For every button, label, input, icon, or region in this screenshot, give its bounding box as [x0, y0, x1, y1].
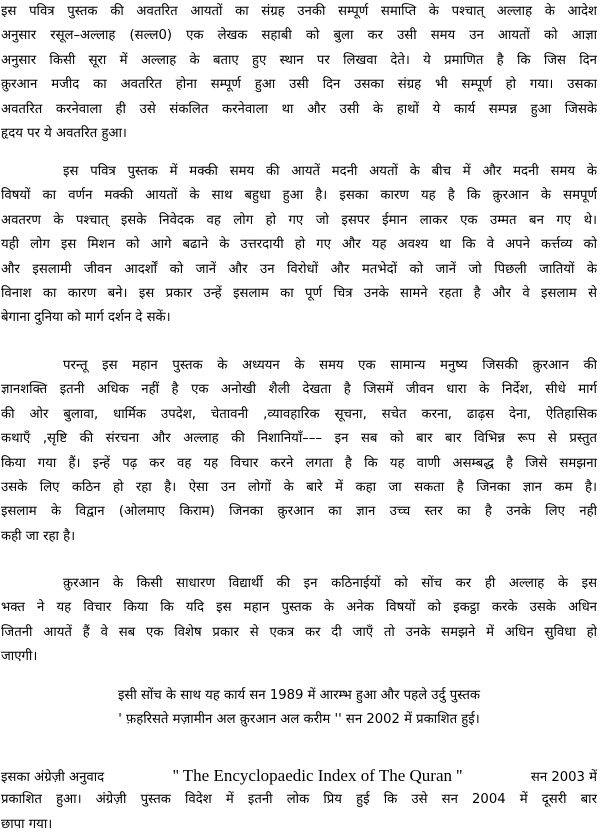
paragraph-urdu-edition — [1, 684, 597, 733]
text-line: प्रकाशित हुआ। अंग्रेज़ी पुस्तक विदेश में इतनी लोक प्रिय हुई कि उसे सन 2004 में दूसरी बार — [1, 792, 597, 808]
text-line: अनुसार रसूल–अल्लाह (सल्ल0) एक लेखक सहाबी को बुला कर उसी समय उन आयतों को आज्ञा — [1, 28, 597, 44]
paragraph-index-idea — [1, 572, 597, 670]
text-line: कथाएँ ,सृष्टि की संरचना और अल्लाह की निशानियाँ––– इन सब को बार बार विभिन्न रूप से प्रस्तुत — [1, 431, 597, 447]
text-line: और इसलामी जीवन आदर्शों को जानें और उन विरोधों और मतभेदों को जानें जो पिछली जातियों के — [1, 261, 597, 277]
text-line: इसलाम के विद्वान (ओलमाए किराम) जिनका क़ुरआन का ज्ञान उच्च स्तर का है उनके लिए नही — [1, 504, 597, 520]
text-segment: इसका अंग्रेज़ी अनुवाद — [1, 770, 105, 785]
text-line: ' फ़हरिसते मज़ामीन अल क़ुरआन अल करीम '' सन 2002 में प्रकाशित हुई। — [118, 712, 480, 728]
text-line: क़ुरआन के किसी साधारण विद्यार्थी की इन कठिनाईयों को सोंच कर ही अल्लाह के इस — [63, 576, 597, 591]
text-line: विषयों का वर्णन मक्की आयतों के साथ बहुधा हुआ है। इसका कारण यह है कि क़ुरआन के समपूर्ण — [1, 188, 597, 204]
text-segment: सन 2003 में — [530, 770, 597, 785]
text-line: क़ुरआन मजीद का अवतरित होना सम्पूर्ण हुआ उसी दिन उसका संग्रह भी सम्पूर्ण हो गया। उसका — [1, 77, 597, 93]
paragraph-compilation — [1, 0, 597, 146]
text-line: की ओर बुलावा, धार्मिक उपदेश, चेतावनी ,व्यावहारिक सूचना, सचेत करना, ढाढ़स देना, ऐतिहासिक — [1, 406, 597, 422]
text-line — [1, 764, 597, 788]
english-book-title: '' The Encyclopaedic Index of The Quran '' — [172, 766, 463, 785]
text-line: यही लोग इस मिशन को आगे बढाने के उत्तरदायी हो गए और यह अवश्य था कि वे अपने कर्त्तव्य को — [1, 237, 597, 253]
text-line: जितनी आयतें हैं वे सब एक विशेष प्रकार से एकत्र कर दी जाएँ तो उनके समझने में अधिन सुविधा हो — [1, 624, 597, 640]
text-line: विनाश का कारण बने। इस प्रकार उन्हें इसलाम का पूर्ण चित्र उनके सामने रहता है और वे इसलाम से — [1, 285, 597, 301]
text-line: किया गया हैं। इन्हें पढ़ कर वह यह विचार करने लगता है कि यह वाणी असम्बद्ध है जिसे समझना — [1, 455, 597, 471]
text-line: कही जा रहा है। — [1, 528, 76, 544]
text-line: इस पवित्र पुस्तक की अवतरित आयतों का संग्रह उनकी सम्पूर्ण समाप्ति के पश्चात् अल्लाह के आदेश — [1, 4, 597, 19]
paragraph-study-difficulty — [1, 354, 597, 549]
text-line: इस पवित्र पुस्तक में मक्की समय की आयतें मदनी अयतों के बीच में और मदनी समय के — [63, 164, 597, 179]
text-line: छापा गया। — [1, 816, 53, 832]
text-line: भक्त ने यह विचार किया कि यदि इस महान पुस्तक के अनेक विषयों को इकट्ठा करके उसके अधिन — [1, 600, 597, 616]
text-line: अनुसार किसी सूरा में अल्लाह के बताए हुए स्थान पर लिखवा देते। ये प्रमाणित है कि जिस दिन — [1, 52, 597, 68]
paragraph-english-edition — [1, 764, 597, 837]
text-line: अवतरित करनेवाला ही उसे संकलित करनेवाला था और उसी के हाथों ये कार्य सम्पन्न हुआ जिसके — [1, 101, 597, 117]
text-line: उसके लिए कठिन हो रहा है। ऐसा उन लोगों के बारे में कहा जा सकता है जिनका ज्ञान कम है। — [1, 479, 597, 495]
paragraph-makki-madani — [1, 160, 597, 331]
text-line: ज्ञानशक्ति इतनी अधिक नहीं है एक अनोखी शैली देखता है जिसमें जीवन धारा के निर्देश, सीधे मार्ग — [1, 382, 597, 398]
text-line: इसी सोंच के साथ यह कार्य सन 1989 में आरम्भ हुआ और पहले उर्दु पुस्तक — [118, 688, 480, 703]
text-line: बेगाना दुनिया को मार्ग दर्शन दे सकें। — [1, 310, 171, 326]
text-line: जाएगी। — [1, 649, 38, 665]
text-line: अवतरण के पश्चात् इसके निवेदक वह लोग हो गए जो इसपर ईमान लाकर एक उम्मत बन गए थे। — [1, 212, 597, 228]
text-line: परन्तू इस महान पुस्तक के अध्ययन के समय एक सामान्य मनुष्य जिसकी क़ुरआन की — [63, 358, 597, 373]
text-line: हृदय पर ये अवतरित हुआ। — [1, 125, 127, 141]
